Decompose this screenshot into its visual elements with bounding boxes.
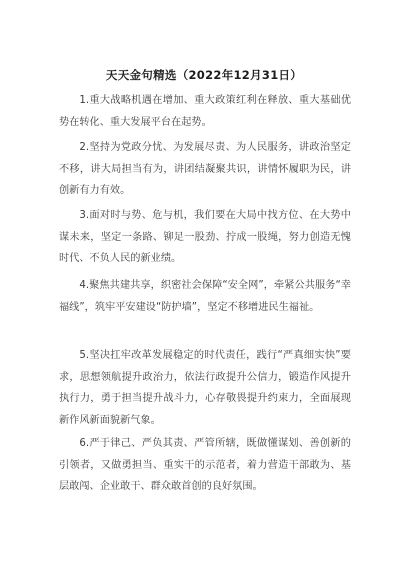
paragraph-2: 2.坚持为党政分忧、为发展尽责、为人民服务，讲政治坚定不移，讲大局担当有为，讲团结凝聚共识，讲情怀履职为民，讲创新有力有效。 bbox=[59, 142, 351, 196]
paragraph-6: 6.严于律己、严负其责、严管所辖，既做懂谋划、善创新的引领者，又做勇担当、重实干的示范者，着力营造干部敢为、基层敢闯、企业敢干、群众敢首创的良好氛围。 bbox=[59, 438, 351, 492]
paragraph-3: 3.面对时与势、危与机，我们要在大局中找方位、在大势中谋未来，坚定一条路、铆足一股劲、拧成一股绳，努力创造无愧时代、不负人民的新业绩。 bbox=[59, 210, 351, 264]
document-title: 天天金句精选（2022年12月31日） bbox=[105, 68, 303, 82]
paragraph-4: 4.聚焦共建共享，织密社会保障“安全网”，牵紧公共服务“幸福线”，筑牢平安建设“防护墙”，坚定不移增进民生福祉。 bbox=[59, 280, 351, 313]
paragraph-5: 5.坚决扛牢改革发展稳定的时代责任，践行“严真细实快”要求，思想领航提升政治力，依法行政提升公信力，锻造作风提升执行力，勇于担当提升战斗力，心存敬畏提升约束力，全面展现新作风新面貌新气象。 bbox=[59, 350, 351, 426]
paragraph-1: 1.重大战略机遇在增加、重大政策红利在释放、重大基础优势在转化、重大发展平台在起势。 bbox=[59, 95, 351, 128]
